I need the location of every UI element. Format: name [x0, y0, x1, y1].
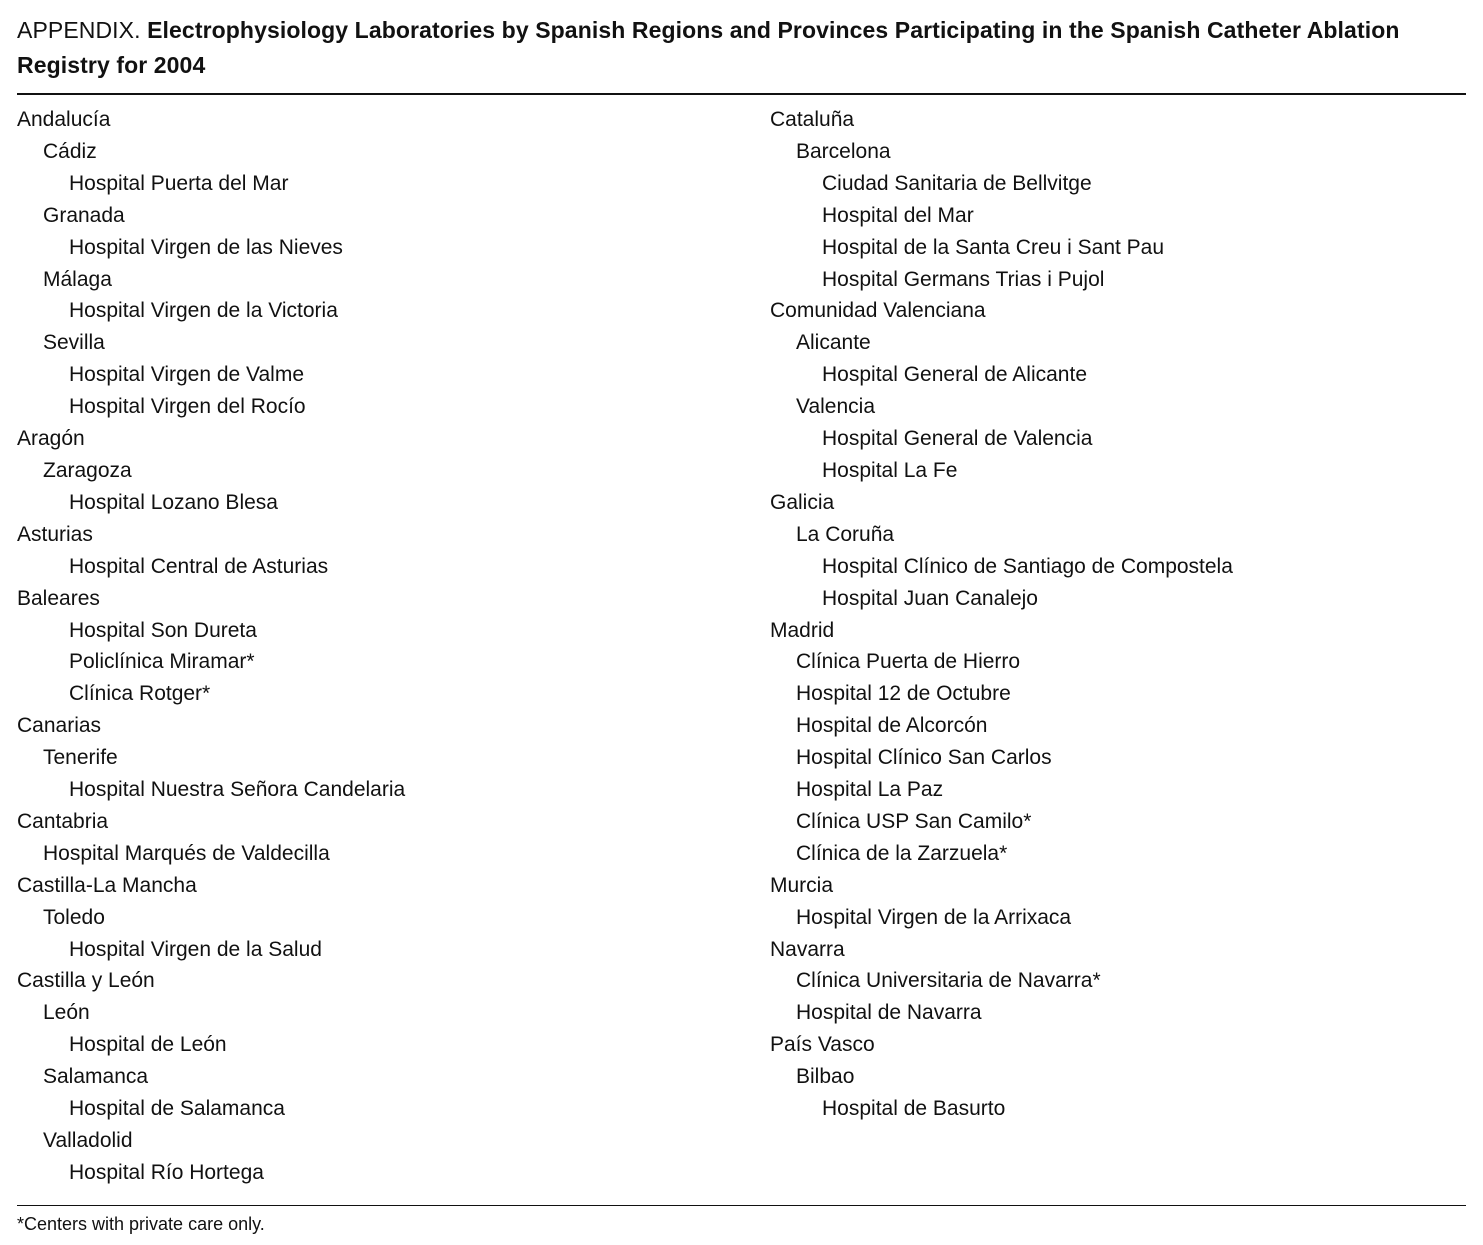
page-title: [17, 13, 1437, 83]
region-entry: Castilla-La Mancha: [17, 873, 197, 897]
title-text: Electrophysiology Laboratories by Spanish Regions and Provinces Participating in the Spanish Catheter Ablation Registry for 2004: [17, 17, 1400, 78]
hospital-entry: Hospital Puerta del Mar: [69, 171, 289, 195]
hospital-entry: Ciudad Sanitaria de Bellvitge: [822, 171, 1092, 195]
hospital-entry: Hospital Son Dureta: [69, 618, 257, 642]
region-entry: Baleares: [17, 586, 100, 610]
province-entry: La Coruña: [796, 522, 895, 546]
province-entry: Bilbao: [796, 1065, 855, 1089]
title-divider: [17, 93, 1466, 95]
hospital-entry: Clínica Rotger*: [69, 682, 211, 706]
region-entry: Comunidad Valenciana: [770, 299, 986, 323]
region-entry: Aragón: [17, 427, 85, 451]
hospital-entry: Hospital General de Valencia: [822, 427, 1093, 451]
hospital-entry: Hospital Virgen de Valme: [69, 363, 305, 387]
province-entry: Tenerife: [43, 746, 118, 770]
region-entry: Cataluña: [770, 108, 855, 131]
hospital-entry: Hospital 12 de Octubre: [796, 682, 1011, 706]
region-entry: Navarra: [770, 937, 845, 961]
region-entry: Murcia: [770, 873, 834, 897]
hospital-entry: Hospital Virgen de la Arrixaca: [796, 905, 1072, 929]
region-entry: Cantabria: [17, 809, 109, 833]
hospital-entry: Hospital Virgen del Rocío: [69, 395, 306, 419]
hospital-entry: Hospital Marqués de Valdecilla: [43, 841, 330, 865]
hospital-entry: Hospital La Fe: [822, 458, 958, 482]
province-entry: Sevilla: [43, 331, 105, 355]
hospital-entry: Hospital Nuestra Señora Candelaria: [69, 778, 406, 802]
hospital-entry: Hospital de León: [69, 1033, 227, 1057]
region-entry: País Vasco: [770, 1033, 875, 1057]
hospital-entry: Hospital Lozano Blesa: [69, 490, 278, 514]
province-entry: Cádiz: [43, 139, 97, 163]
hospital-entry: Hospital Virgen de la Salud: [69, 937, 322, 961]
province-entry: Salamanca: [43, 1065, 149, 1089]
province-entry: Valladolid: [43, 1129, 133, 1152]
column-right: [770, 104, 1466, 1125]
region-entry: Canarias: [17, 714, 102, 738]
hospital-entry: Hospital Virgen de la Victoria: [69, 299, 338, 323]
region-entry: Asturias: [17, 522, 93, 546]
hospital-entry: Hospital de la Santa Creu i Sant Pau: [822, 235, 1165, 259]
footnote-text: *Centers with private care only.: [17, 1214, 265, 1234]
hospital-entry: Clínica Universitaria de Navarra*: [796, 969, 1101, 993]
province-entry: Toledo: [43, 905, 105, 929]
hospital-entry: Hospital de Alcorcón: [796, 714, 988, 738]
hospital-entry: Hospital Juan Canalejo: [822, 586, 1038, 610]
hospital-entry: Clínica Puerta de Hierro: [796, 650, 1021, 674]
footnote-divider: [17, 1205, 1466, 1206]
province-entry: Zaragoza: [43, 458, 132, 482]
hospital-entry: Hospital General de Alicante: [822, 363, 1087, 387]
title-prefix: APPENDIX.: [17, 17, 141, 43]
hospital-entry: Hospital Central de Asturias: [69, 554, 329, 578]
hospital-entry: Hospital Germans Trias i Pujol: [822, 267, 1105, 291]
province-entry: Alicante: [796, 331, 871, 355]
province-entry: Barcelona: [796, 139, 891, 163]
footer: [17, 1205, 1466, 1235]
hospital-entry: Clínica de la Zarzuela*: [796, 841, 1008, 865]
hospital-entry: Hospital de Basurto: [822, 1097, 1006, 1121]
hospital-entry: Hospital del Mar: [822, 203, 974, 227]
hospital-entry: Hospital Río Hortega: [69, 1160, 264, 1184]
hospital-entry: Hospital Clínico San Carlos: [796, 746, 1052, 770]
hospital-entry: Hospital de Salamanca: [69, 1097, 285, 1121]
column-left: [17, 104, 770, 1189]
province-entry: Granada: [43, 203, 125, 227]
hospital-entry: Hospital Virgen de las Nieves: [69, 235, 343, 259]
hospital-entry: Hospital Clínico de Santiago de Compostela: [822, 554, 1233, 578]
hospital-entry: Hospital de Navarra: [796, 1001, 982, 1025]
region-entry: Castilla y León: [17, 969, 155, 993]
hospital-entry: Policlínica Miramar*: [69, 650, 255, 674]
province-entry: León: [43, 1001, 90, 1025]
province-entry: Valencia: [796, 395, 875, 419]
hospital-entry: Clínica USP San Camilo*: [796, 809, 1032, 833]
region-entry: Galicia: [770, 490, 835, 514]
hospital-entry: Hospital La Paz: [796, 778, 944, 802]
region-entry: Andalucía: [17, 108, 111, 131]
province-entry: Málaga: [43, 267, 112, 291]
region-entry: Madrid: [770, 618, 835, 642]
appendix-columns: [17, 104, 1466, 1189]
